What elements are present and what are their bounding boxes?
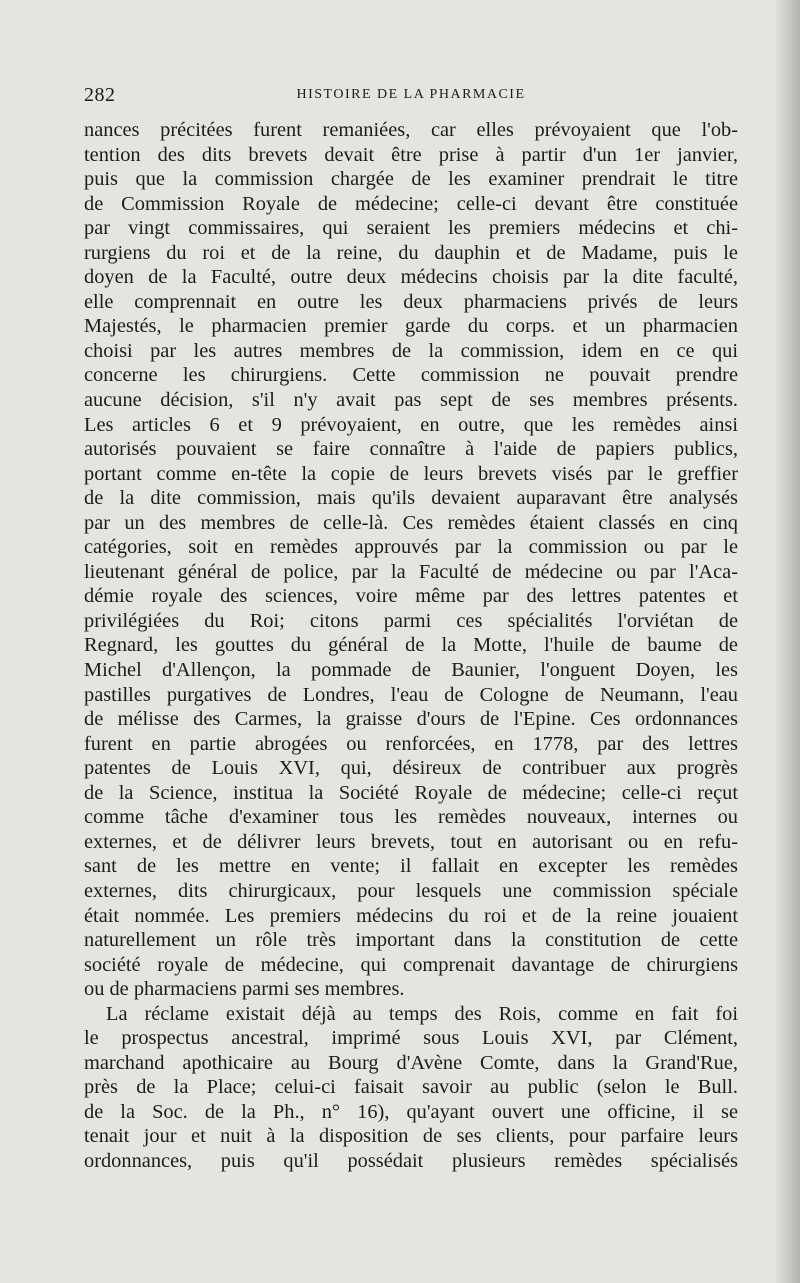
running-title: HISTOIRE DE LA PHARMACIE bbox=[296, 87, 526, 102]
text-line: choisi par les autres membres de la commission, idem en ce qui bbox=[84, 339, 738, 362]
paragraph-end-line: ou de pharmaciens parmi ses membres. bbox=[84, 978, 405, 1001]
text-line: tention des dits brevets devait être prise à partir d'un 1er janvier, bbox=[84, 143, 738, 166]
text-line: doyen de la Faculté, outre deux médecins choisis par la dite faculté, bbox=[84, 266, 738, 289]
text-line: par vingt commissaires, qui seraient les premiers médecins et chi- bbox=[84, 217, 738, 240]
text-line: Michel d'Allençon, la pommade de Baunier, l'onguent Doyen, les bbox=[84, 659, 738, 682]
text-line: de Commission Royale de médecine; celle-ci devant être constituée bbox=[84, 192, 738, 215]
text-line: elle comprennait en outre les deux pharmaciens privés de leurs bbox=[84, 290, 738, 313]
page-edge-shadow bbox=[774, 0, 800, 1283]
text-line: ordonnances, puis qu'il possédait plusieurs remèdes spécialisés bbox=[84, 1149, 738, 1172]
text-line: autorisés pouvaient se faire connaître à l'aide de papiers publics, bbox=[84, 438, 738, 461]
text-line: sant de les mettre en vente; il fallait en excepter les remèdes bbox=[84, 855, 738, 878]
text-line: externes, et de délivrer leurs brevets, tout en autorisant ou en refu- bbox=[84, 830, 738, 853]
text-line: démie royale des sciences, voire même par des lettres patentes et bbox=[84, 585, 738, 608]
page-header bbox=[84, 84, 738, 108]
text-line: de la Science, institua la Société Royale de médecine; celle-ci reçut bbox=[84, 781, 738, 804]
paragraph-start-line: La réclame existait déjà au temps des Rois, comme en fait foi bbox=[106, 1002, 738, 1025]
body-text bbox=[84, 118, 738, 1174]
text-line: catégories, soit en remèdes approuvés par la commission ou par le bbox=[84, 536, 738, 559]
text-line: aucune décision, s'il n'y avait pas sept de ses membres présents. bbox=[84, 389, 738, 412]
text-line: externes, dits chirurgicaux, pour lesquels une commission spéciale bbox=[84, 879, 738, 902]
text-line: Majestés, le pharmacien premier garde du corps. et un pharmacien bbox=[84, 315, 738, 338]
text-line: privilégiées du Roi; citons parmi ces spécialités l'orviétan de bbox=[84, 609, 738, 632]
text-line: près de la Place; celui-ci faisait savoir au public (selon le Bull. bbox=[84, 1076, 738, 1099]
text-line: portant comme en-tête la copie de leurs brevets visés par le greffier bbox=[84, 462, 738, 485]
text-line: société royale de médecine, qui comprenait davantage de chirurgiens bbox=[84, 953, 738, 976]
text-line: marchand apothicaire au Bourg d'Avène Comte, dans la Grand'Rue, bbox=[84, 1051, 738, 1074]
text-line: comme tâche d'examiner tous les remèdes nouveaux, internes ou bbox=[84, 806, 738, 829]
text-line: furent en partie abrogées ou renforcées, en 1778, par des lettres bbox=[84, 732, 738, 755]
page-number: 282 bbox=[84, 84, 116, 106]
text-line: concerne les chirurgiens. Cette commission ne pouvait prendre bbox=[84, 364, 738, 387]
text-line: de mélisse des Carmes, la graisse d'ours de l'Epine. Ces ordonnances bbox=[84, 708, 738, 731]
text-line: par un des membres de celle-là. Ces remèdes étaient classés en cinq bbox=[84, 511, 738, 534]
text-line: rurgiens du roi et de la reine, du dauphin et de Madame, puis le bbox=[84, 241, 738, 264]
text-line: Regnard, les gouttes du général de la Motte, l'huile de baume de bbox=[84, 634, 738, 657]
text-line: de la dite commission, mais qu'ils devaient auparavant être analysés bbox=[84, 487, 738, 510]
text-line: patentes de Louis XVI, qui, désireux de contribuer aux progrès bbox=[84, 757, 738, 780]
text-line: était nommée. Les premiers médecins du roi et de la reine jouaient bbox=[84, 904, 738, 927]
text-line: le prospectus ancestral, imprimé sous Louis XVI, par Clément, bbox=[84, 1027, 738, 1050]
text-line: de la Soc. de la Ph., n° 16), qu'ayant ouvert une officine, il se bbox=[84, 1100, 738, 1123]
text-line: pastilles purgatives de Londres, l'eau de Cologne de Neumann, l'eau bbox=[84, 683, 738, 706]
text-line: Les articles 6 et 9 prévoyaient, en outre, que les remèdes ainsi bbox=[84, 413, 738, 436]
text-line: tenait jour et nuit à la disposition de ses clients, pour parfaire leurs bbox=[84, 1125, 738, 1148]
text-line: naturellement un rôle très important dans la constitution de cette bbox=[84, 929, 738, 952]
text-line: nances précitées furent remaniées, car elles prévoyaient que l'ob- bbox=[84, 119, 738, 141]
text-line: puis que la commission chargée de les examiner prendrait le titre bbox=[84, 168, 738, 191]
text-line: lieutenant général de police, par la Faculté de médecine ou par l'Aca- bbox=[84, 560, 738, 583]
